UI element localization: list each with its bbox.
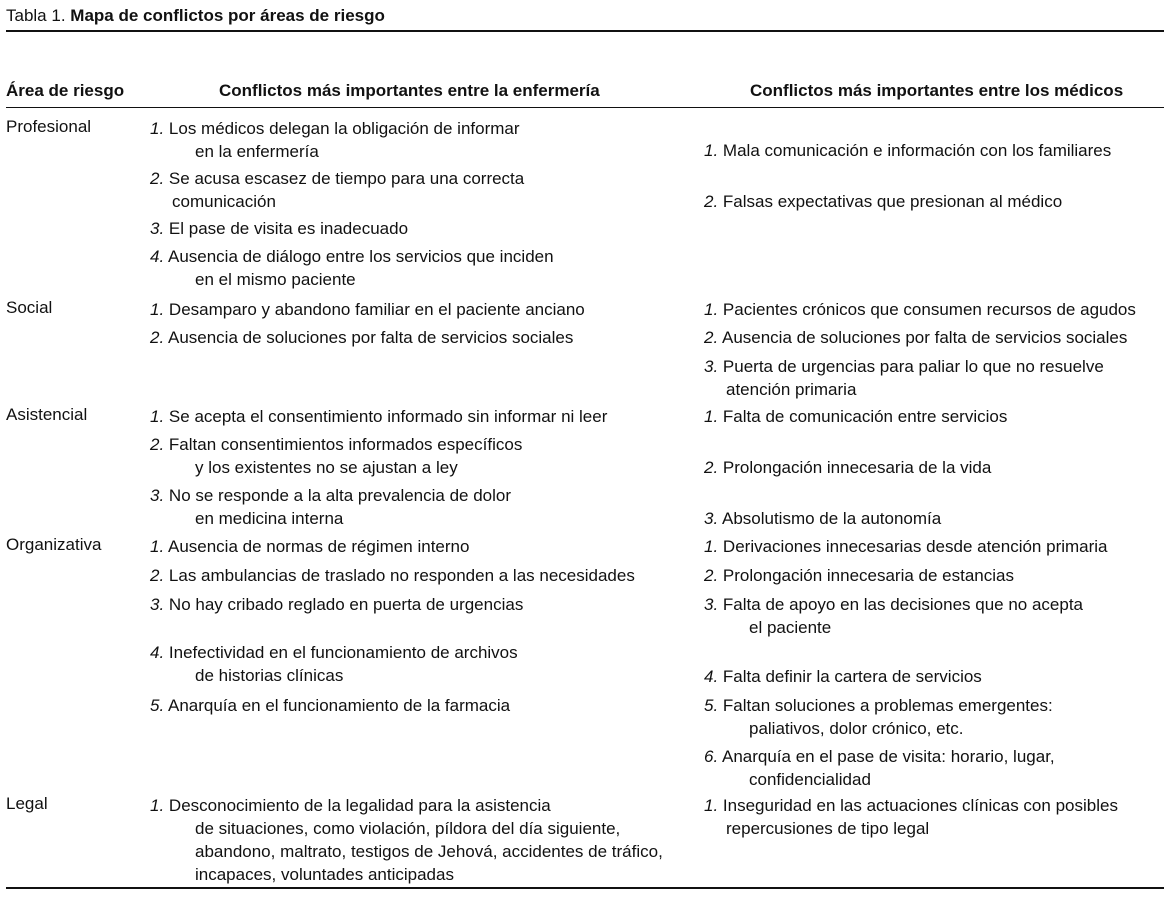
item-text: Faltan consentimientos informados específicos (168, 435, 523, 454)
med-social-item-1 (704, 298, 1136, 321)
item-number: 4. (150, 247, 165, 266)
item-number: 6. (704, 747, 719, 766)
item-text: Falsas expectativas que presionan al médico (722, 192, 1063, 211)
med-social-item-3 (704, 355, 1104, 401)
bottom-rule (6, 887, 1164, 889)
nurse-profesional-item-2 (150, 167, 524, 213)
item-text: Las ambulancias de traslado no responden a las necesidades (168, 566, 635, 585)
area-asistencial: Asistencial (6, 405, 88, 424)
med-organizativa-item-1 (704, 535, 1108, 558)
item-continuation: el paciente (749, 618, 832, 637)
top-rule (6, 30, 1164, 32)
item-continuation: en la enfermería (195, 142, 319, 161)
item-text: Inseguridad en las actuaciones clínicas con posibles (722, 796, 1118, 815)
item-text: Anarquía en el funcionamiento de la farmacia (167, 696, 511, 715)
item-number: 4. (150, 643, 165, 662)
item-number: 2. (704, 192, 719, 211)
area-legal: Legal (6, 794, 48, 813)
item-continuation: de situaciones, como violación, píldora del día siguiente, (195, 819, 621, 838)
item-number: 1. (150, 300, 165, 319)
nurse-asistencial-item-2 (150, 433, 522, 479)
item-continuation: y los existentes no se ajustan a ley (195, 458, 458, 477)
item-text: Se acepta el consentimiento informado sin informar ni leer (168, 407, 608, 426)
header-rule (6, 107, 1164, 108)
item-text: Desconocimiento de la legalidad para la asistencia (168, 796, 551, 815)
med-organizativa-item-4 (704, 665, 982, 688)
item-number: 2. (150, 566, 165, 585)
item-number: 3. (150, 595, 165, 614)
item-number: 1. (704, 141, 719, 160)
item-continuation: paliativos, dolor crónico, etc. (749, 719, 964, 738)
item-text: Falta de apoyo en las decisiones que no acepta (722, 595, 1084, 614)
header-med: Conflictos más importantes entre los médicos (750, 81, 1124, 100)
item-number: 4. (704, 667, 719, 686)
med-organizativa-item-3 (704, 593, 1083, 639)
item-text: Pacientes crónicos que consumen recursos de agudos (722, 300, 1136, 319)
item-number: 1. (150, 119, 165, 138)
item-number: 1. (704, 796, 719, 815)
med-organizativa-item-2 (704, 564, 1014, 587)
item-text: Derivaciones innecesarias desde atención primaria (722, 537, 1108, 556)
item-number: 2. (150, 435, 165, 454)
item-text: Absolutismo de la autonomía (721, 509, 942, 528)
item-continuation: en el mismo paciente (195, 270, 356, 289)
nurse-legal-item-1 (150, 794, 663, 886)
item-number: 3. (150, 486, 165, 505)
nurse-profesional-item-3 (150, 217, 408, 240)
item-text: Mala comunicación e información con los familiares (722, 141, 1112, 160)
med-asistencial-item-3 (704, 507, 941, 530)
item-text: El pase de visita es inadecuado (168, 219, 409, 238)
item-text: Falta de comunicación entre servicios (722, 407, 1008, 426)
item-number: 1. (150, 537, 165, 556)
item-number: 1. (150, 796, 165, 815)
item-text: Ausencia de diálogo entre los servicios que inciden (167, 247, 554, 266)
med-social-item-2 (704, 326, 1127, 349)
area-organizativa: Organizativa (6, 535, 102, 554)
item-continuation: incapaces, voluntades anticipadas (195, 865, 454, 884)
nurse-organizativa-item-5 (150, 694, 510, 717)
nurse-organizativa-item-3 (150, 593, 523, 616)
nurse-asistencial-item-1 (150, 405, 607, 428)
item-text: Ausencia de soluciones por falta de servicios sociales (167, 328, 574, 347)
item-continuation: repercusiones de tipo legal (726, 819, 930, 838)
item-continuation: abandono, maltrato, testigos de Jehová, accidentes de tráfico, (195, 842, 663, 861)
item-text: Ausencia de soluciones por falta de servicios sociales (721, 328, 1128, 347)
area-profesional: Profesional (6, 117, 92, 136)
nurse-asistencial-item-3 (150, 484, 511, 530)
item-number: 5. (150, 696, 165, 715)
item-text: Faltan soluciones a problemas emergentes: (722, 696, 1053, 715)
item-number: 3. (704, 595, 719, 614)
item-number: 3. (704, 509, 719, 528)
item-number: 2. (704, 328, 719, 347)
item-number: 2. (704, 566, 719, 585)
item-text: Prolongación innecesaria de la vida (722, 458, 992, 477)
nurse-social-item-1 (150, 298, 585, 321)
nurse-profesional-item-1 (150, 117, 520, 163)
med-asistencial-item-2 (704, 456, 991, 479)
item-number: 1. (704, 300, 719, 319)
item-number: 3. (150, 219, 165, 238)
caption-title: Mapa de conflictos por áreas de riesgo (70, 6, 385, 25)
item-number: 1. (704, 537, 719, 556)
med-profesional-item-1 (704, 139, 1111, 162)
item-text: Falta definir la cartera de servicios (722, 667, 982, 686)
item-number: 2. (704, 458, 719, 477)
item-continuation: comunicación (172, 192, 276, 211)
header-nurse: Conflictos más importantes entre la enfermería (219, 81, 600, 100)
item-text: Desamparo y abandono familiar en el paciente anciano (168, 300, 585, 319)
item-continuation: atención primaria (726, 380, 857, 399)
item-text: No hay cribado reglado en puerta de urgencias (168, 595, 524, 614)
item-number: 3. (704, 357, 719, 376)
area-social: Social (6, 298, 53, 317)
item-text: Prolongación innecesaria de estancias (722, 566, 1014, 585)
item-number: 1. (704, 407, 719, 426)
nurse-organizativa-item-1 (150, 535, 469, 558)
nurse-organizativa-item-4 (150, 641, 518, 687)
item-text: Ausencia de normas de régimen interno (167, 537, 470, 556)
item-text: Se acusa escasez de tiempo para una correcta (168, 169, 525, 188)
item-number: 2. (150, 169, 165, 188)
item-number: 1. (150, 407, 165, 426)
item-number: 5. (704, 696, 719, 715)
item-text: No se responde a la alta prevalencia de dolor (168, 486, 512, 505)
header-area: Área de riesgo (6, 81, 125, 100)
nurse-social-item-2 (150, 326, 573, 349)
item-text: Puerta de urgencias para paliar lo que no resuelve (722, 357, 1104, 376)
med-asistencial-item-1 (704, 405, 1007, 428)
nurse-organizativa-item-2 (150, 564, 635, 587)
table-caption (6, 6, 385, 26)
nurse-profesional-item-4 (150, 245, 554, 291)
item-continuation: confidencialidad (749, 770, 871, 789)
med-legal-item-1 (704, 794, 1118, 840)
item-text: Anarquía en el pase de visita: horario, lugar, (721, 747, 1055, 766)
item-text: Los médicos delegan la obligación de informar (168, 119, 520, 138)
med-organizativa-item-5 (704, 694, 1053, 740)
med-organizativa-item-6 (704, 745, 1055, 791)
item-number: 2. (150, 328, 165, 347)
item-continuation: en medicina interna (195, 509, 344, 528)
caption-label: Tabla 1. (6, 6, 66, 25)
item-continuation: de historias clínicas (195, 666, 344, 685)
med-profesional-item-2 (704, 190, 1062, 213)
item-text: Inefectividad en el funcionamiento de archivos (168, 643, 518, 662)
